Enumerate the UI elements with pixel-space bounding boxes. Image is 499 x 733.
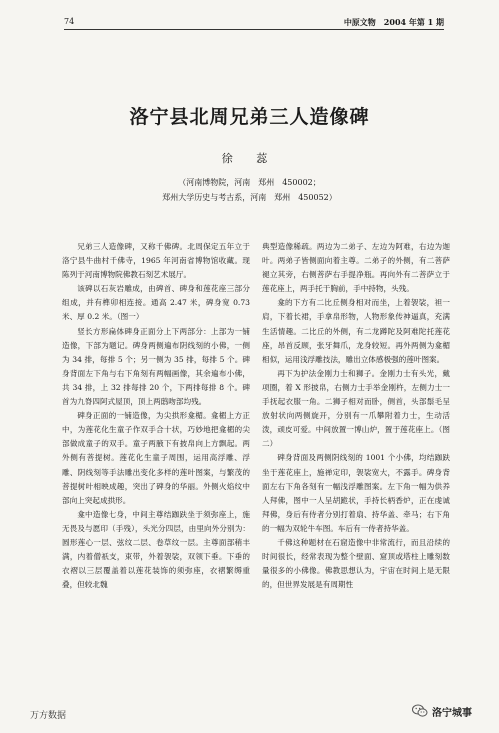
page-number: 74 <box>64 17 75 26</box>
paragraph: 龛的下方有二比丘侧身相对而坐，上着袈裟，袒一肩，下着长裙，手拿帛形物，人物形象传神逼真，充满生活情趣。二比丘的外侧，有二龙蹲陀及阿难陀托莲花座，昂首反顾，张牙舞爪，龙身较短。再外两侧为龛楣相似，运用浅浮雕技法，雕出立体感极强的莲叶图案。 <box>262 298 450 364</box>
wechat-watermark <box>412 702 472 720</box>
paragraph: 典型造像稀疏。两边为二弟子、左边为阿难，右边为迦叶。两弟子皆侧面向着主尊。二弟子的外侧，有二菩萨褪立其旁，右侧菩萨右手提净瓶。再向外有二菩萨立于莲花座上，两手托于胸前，手中持物，头残。 <box>262 242 450 294</box>
paragraph: 龛中造像七身，中间主尊结跏趺坐于须弥座上，施无畏及与愿印（手残），头光分四层，由里向外分别为：圆形莲心一层、弦纹二层、卷草纹一层。主尊面部稍丰满，内着僧祇支，束带，外着袈裟，双领下垂。下垂的衣褶以三层覆盖着以莲花装饰的须弥座，衣褶繁缛重叠，但较北魏 <box>62 509 250 590</box>
journal-issue: 中原文物 2004 年第 1 期 <box>343 17 444 27</box>
watermark-wanfang: 万方数据 <box>30 711 67 721</box>
header-rule <box>64 29 444 30</box>
paragraph: 碑身正面的一铺造像，为尖拱形龛楣。龛楣上方正中，为莲花化生童子作双手合十状，巧妙地把龛楣的尖部做成童子的双手。童子两腋下有披帛向上方飘起。两外侧有菩提树。莲花化生童子周围，运用高浮雕、浮雕、阴线刻等手法雕出变化多样的莲叶图案，与繁茂的菩提树叶相映成趣，突出了碑身的华丽。外侧火焰纹中部向上突起成拱形。 <box>62 411 250 505</box>
paragraph: 千佛这种题材在石窟造像中非常流行，而且沿续的时间很长，经常表现为整个壁面、窟顶或塔柱上雕刻数量很多的小佛像。佛教思想认为，宇宙在时间上是无限的，但世界发展是有周期性 <box>262 537 450 590</box>
paragraph: 兄弟三人造像碑，又称千佛碑。北周保定五年立于洛宁县牛曲村千佛寺，1965 年河南省博物馆收藏。现陈列于河南博物院佛教石刻艺术展厅。 <box>62 242 250 280</box>
article-title: 洛宁县北周兄弟三人造像碑 <box>129 106 370 128</box>
wechat-icon <box>412 704 428 718</box>
paragraph: 竖长方形扁体碑身正面分上下两部分：上部为一铺造像，下部为题记。碑身两侧遍布阴线刻的小佛，一侧为 34 排，每排 5 个；另一侧为 35 排，每排 5 个。碑身背面左下角与右下角刻有两幅画像，其余遍布小佛，共 34 排，上 32 排每排 20 个，下两排每排 8 个。碑首为九脊四阿式屋顶，顶上两鸱吻部均残。 <box>62 326 250 407</box>
paragraph: 碑身背面及两侧阴线刻的 1001 个小佛，均结跏趺坐于莲花座上，施禅定印，袈裟宽大，不露手。碑身背面左右下角各刻有一幅浅浮雕图案。左下角一幅为供养人拜佛，图中一人呈胡跪状，手持长柄香炉，正在虔诚拜佛，身后有侍者分别打着扇、持华盖、牵马；右下角的一幅为双轮牛车图。车后有一侍者持华盖。 <box>262 453 450 533</box>
article-author: 徐 蕊 <box>221 152 278 165</box>
affiliation-line-2: 郑州大学历史与考古系，河南 郑州 450052） <box>162 193 337 202</box>
body-column-right <box>262 240 450 592</box>
running-header <box>64 16 444 30</box>
paragraph: 该碑以石灰岩雕成，由碑首、碑身和莲花座三部分组成，并有榫卯相连接。通高 2.47 米，碑身宽 0.73 米、厚 0.2 米。（图一） <box>62 284 250 322</box>
paragraph: 再下为护法金刚力士和狮子。金刚力士有头光，戴项圈，着 X 形披帛，右侧力士手举金刚杵，左侧力士一手抚起衣服一角。二狮子相对而卧，侧首，头部鬃毛呈放射状向两侧旋开，分别有一爪攀附着力士，生动活泼，顽皮可爱。中间放置一博山炉，置于莲花座上。（图二） <box>262 368 450 449</box>
body-column-left <box>62 240 250 592</box>
affiliation-line-1: （河南博物院，河南 郑州 450002； <box>178 178 321 187</box>
wechat-account-name: 洛宁城事 <box>432 707 472 719</box>
